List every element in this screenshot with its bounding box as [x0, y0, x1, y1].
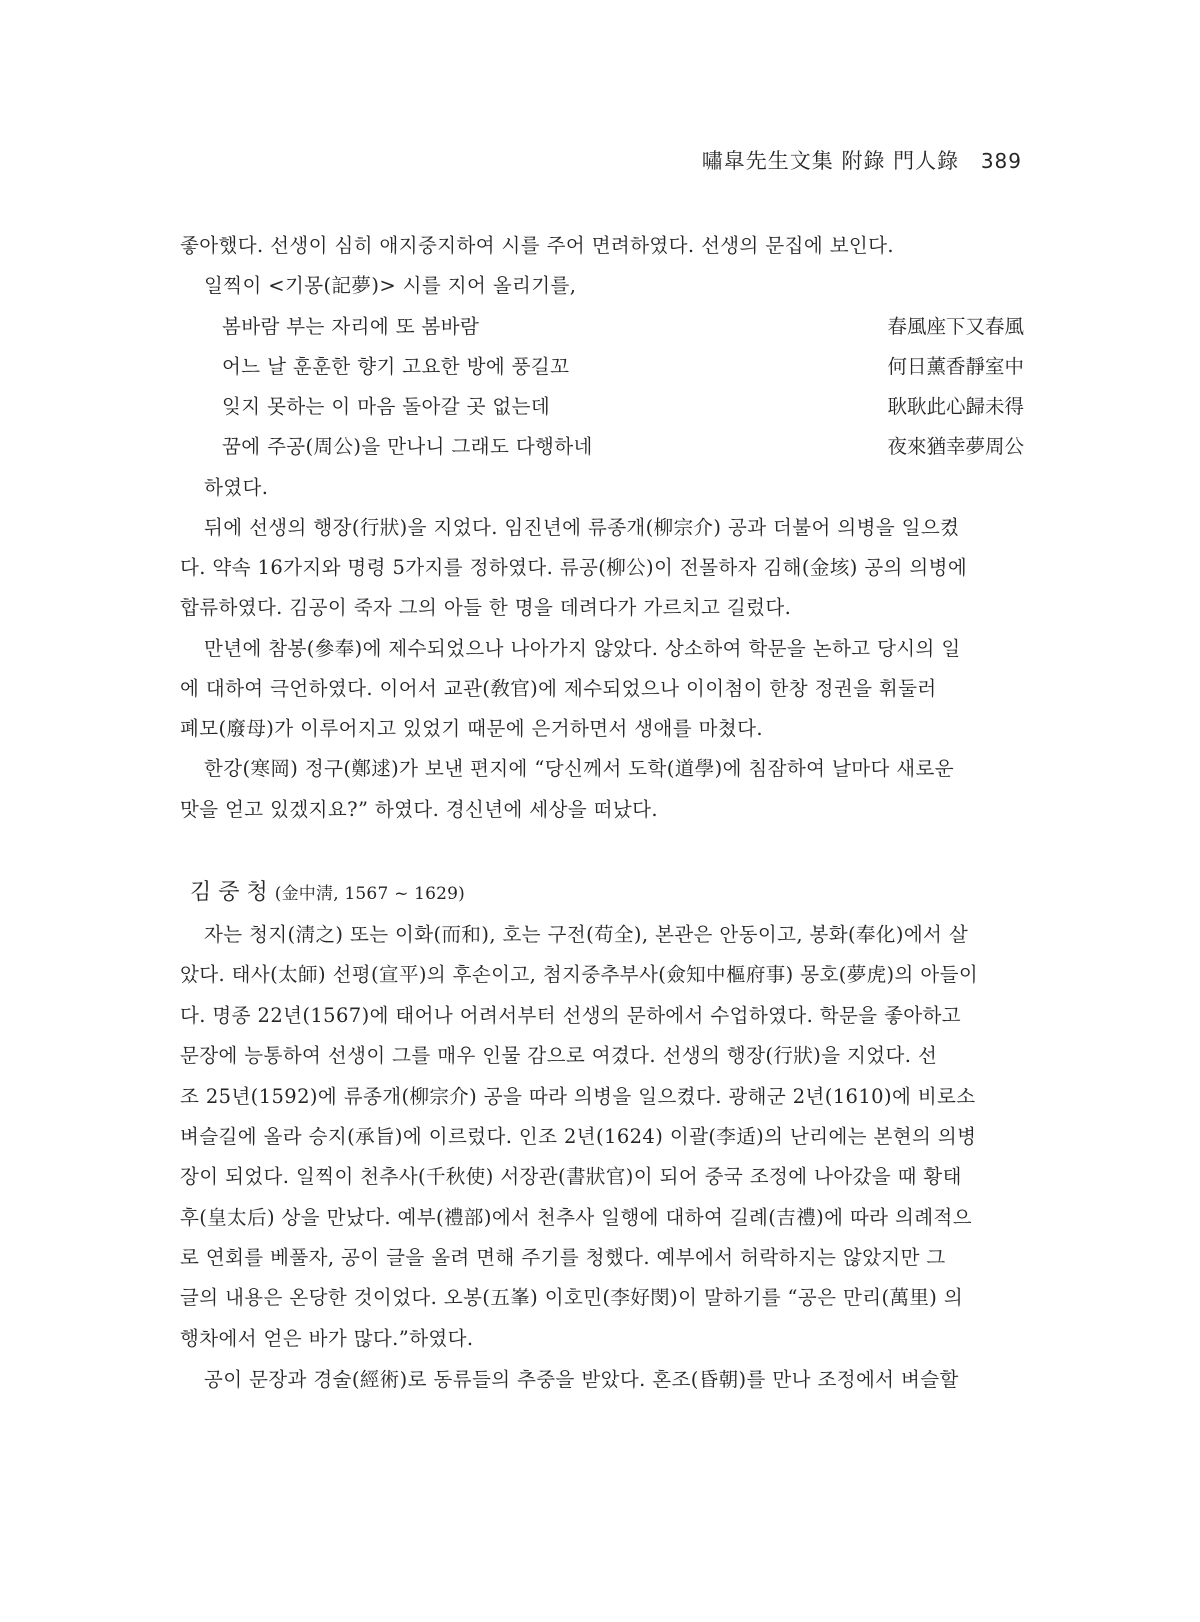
text-line: 자는 청지(淸之) 또는 이화(而和), 호는 구전(苟全), 본관은 안동이고, 봉화(奉化)에서 살 [204, 923, 969, 946]
poem-hanja-line: 夜來猶幸夢周公 [887, 435, 1024, 458]
text-line: 일찍이 <기몽(記夢)> 시를 지어 올리기를, [204, 274, 577, 297]
text-line: 후(皇太后) 상을 만났다. 예부(禮部)에서 천추사 일행에 대하여 길례(吉禮)에 따라 의례적으 [180, 1206, 972, 1229]
text-line: 에 대하여 극언하였다. 이어서 교관(敎官)에 제수되었으나 이이첨이 한창 정권을 휘둘러 [180, 677, 937, 700]
poem-korean-line: 잊지 못하는 이 마음 돌아갈 곳 없는데 [222, 395, 551, 418]
page-number: 389 [980, 149, 1022, 173]
poem-hanja-line: 何日薰香靜室中 [887, 355, 1024, 378]
text-line: 문장에 능통하여 선생이 그를 매우 인물 감으로 여겼다. 선생의 행장(行狀)을 지었다. 선 [180, 1044, 938, 1067]
person-heading [190, 876, 465, 908]
person-dates: (金中淸, 1567 ~ 1629) [274, 884, 466, 904]
text-line: 다. 명종 22년(1567)에 태어나 어려서부터 선생의 문하에서 수업하였다. 학문을 좋아하고 [180, 1004, 962, 1027]
text-line: 조 25년(1592)에 류종개(柳宗介) 공을 따라 의병을 일으켰다. 광해군 2년(1610)에 비로소 [180, 1085, 976, 1108]
text-line: 다. 약속 16가지와 명령 5가지를 정하였다. 류공(柳公)이 전몰하자 김해(金垓) 공의 의병에 [180, 556, 968, 579]
text-line: 맛을 얻고 있겠지요?” 하였다. 경신년에 세상을 떠났다. [180, 798, 658, 821]
text-line: 합류하였다. 김공이 죽자 그의 아들 한 명을 데려다가 가르치고 길렀다. [180, 596, 792, 619]
text-line: 로 연회를 베풀자, 공이 글을 올려 면해 주기를 청했다. 예부에서 허락하지는 않았지만 그 [180, 1246, 946, 1269]
text-line: 폐모(廢母)가 이루어지고 있었기 때문에 은거하면서 생애를 마쳤다. [180, 717, 763, 740]
text-line: 하였다. [204, 476, 269, 499]
poem-korean-line: 꿈에 주공(周公)을 만나니 그래도 다행하네 [222, 435, 593, 458]
text-line: 만년에 참봉(參奉)에 제수되었으나 나아가지 않았다. 상소하여 학문을 논하고 당시의 일 [204, 637, 961, 660]
text-line: 좋아했다. 선생이 심히 애지중지하여 시를 주어 면려하였다. 선생의 문집에 보인다. [180, 234, 895, 257]
text-line: 벼슬길에 올라 승지(承旨)에 이르렀다. 인조 2년(1624) 이괄(李适)의 난리에는 본현의 의병 [180, 1125, 977, 1148]
text-line: 한강(寒岡) 정구(鄭逑)가 보낸 편지에 “당신께서 도학(道學)에 침잠하여 날마다 새로운 [204, 757, 955, 780]
text-line: 장이 되었다. 일찍이 천추사(千秋使) 서장관(書狀官)이 되어 중국 조정에 나아갔을 때 황태 [180, 1165, 962, 1188]
text-line: 글의 내용은 온당한 것이었다. 오봉(五峯) 이호민(李好閔)이 말하기를 “공은 만리(萬里) 의 [180, 1286, 964, 1309]
text-line: 공이 문장과 경술(經術)로 동류들의 추중을 받았다. 혼조(昏朝)를 만나 조정에서 벼슬할 [204, 1368, 959, 1391]
poem-hanja-line: 春風座下又春風 [887, 315, 1024, 338]
text-line: 행차에서 얻은 바가 많다.”하였다. [180, 1327, 474, 1350]
poem-hanja-line: 耿耿此心歸未得 [887, 395, 1024, 418]
poem-korean-line: 봄바람 부는 자리에 또 봄바람 [222, 315, 480, 338]
person-name: 김중청 [190, 880, 275, 905]
poem-korean-line: 어느 날 훈훈한 향기 고요한 방에 풍길꼬 [222, 355, 570, 378]
text-line: 뒤에 선생의 행장(行狀)을 지었다. 임진년에 류종개(柳宗介) 공과 더불어 의병을 일으켰 [204, 516, 960, 539]
header-title: 嘯皐先生文集 附錄 門人錄 [701, 149, 960, 173]
text-line: 았다. 태사(太師) 선평(宣平)의 후손이고, 첨지중추부사(僉知中樞府事) 몽호(夢虎)의 아들이 [180, 963, 979, 986]
running-header [702, 145, 1022, 175]
